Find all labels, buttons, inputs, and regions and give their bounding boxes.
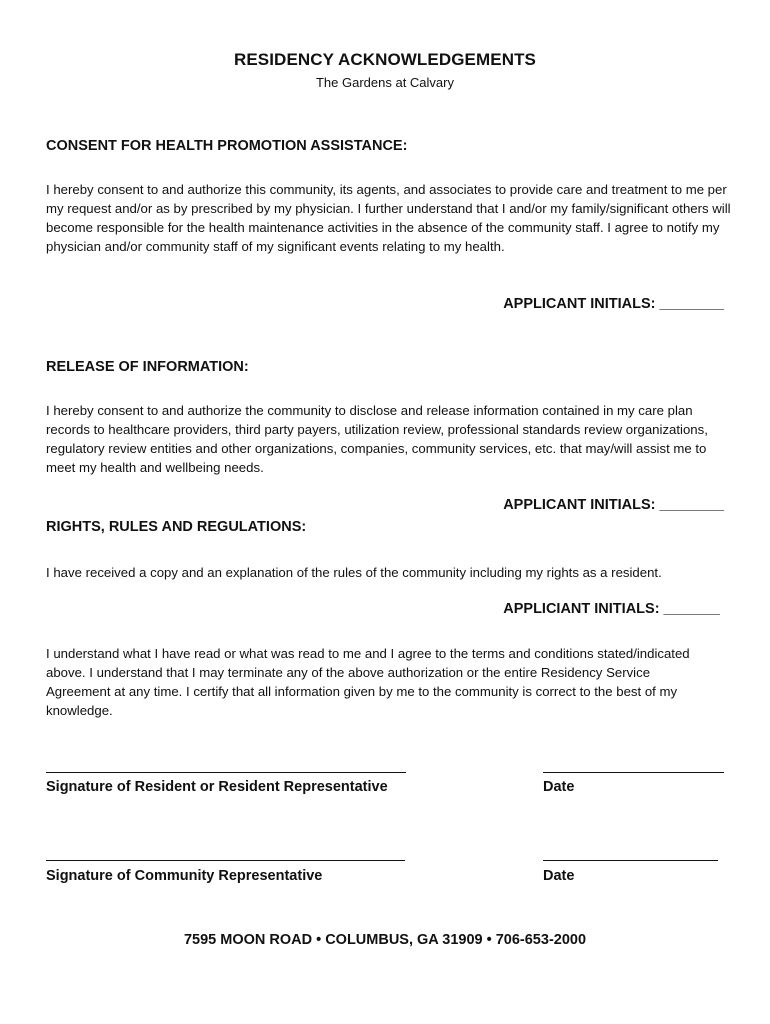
resident-signature-label: Signature of Resident or Resident Representative bbox=[46, 779, 388, 795]
consent-heading: CONSENT FOR HEALTH PROMOTION ASSISTANCE: bbox=[46, 138, 408, 154]
rights-heading: RIGHTS, RULES AND REGULATIONS: bbox=[46, 519, 307, 535]
consent-body: I hereby consent to and authorize this community, its agents, and associates to provide care and treatment to me per my request and/or as by prescribed by my physician. I further understand that I and/or my family/significant others will become responsible for the health maintenance activities in the absence of the community staff. I agree to notify my physician and/or community staff of my significant events relating to my health. bbox=[46, 182, 731, 254]
resident-date-line[interactable] bbox=[543, 772, 724, 773]
community-signature-label: Signature of Community Representative bbox=[46, 868, 323, 884]
resident-signature-line[interactable] bbox=[46, 772, 406, 773]
community-date-line[interactable] bbox=[543, 860, 718, 861]
rights-body: I have received a copy and an explanation of the rules of the community including my rights as a resident. bbox=[46, 565, 662, 580]
agreement-body: I understand what I have read or what was read to me and I agree to the terms and conditions stated/indicated above. I understand that I may terminate any of the above authorization or the entire Residency Service Agreement at any time. I certify that all information given by me to the community is correct to the best of my knowledge. bbox=[46, 646, 690, 718]
document-subtitle: The Gardens at Calvary bbox=[315, 75, 454, 90]
rights-initials-field[interactable]: APPLICIANT INITIALS: _______ bbox=[503, 601, 720, 617]
resident-date-label: Date bbox=[543, 779, 575, 795]
document-title: RESIDENCY ACKNOWLEDGEMENTS bbox=[233, 50, 536, 69]
community-signature-line[interactable] bbox=[46, 860, 405, 861]
consent-initials-field[interactable]: APPLICANT INITIALS: ________ bbox=[503, 296, 724, 312]
release-initials-field[interactable]: APPLICANT INITIALS: ________ bbox=[503, 497, 724, 513]
release-body: I hereby consent to and authorize the community to disclose and release information contained in my care plan records to healthcare providers, third party payers, utilization review, professional standards review organizations, regulatory review entities and other organizations, companies, community services, etc. that may/will assist me to meet my health and wellbeing needs. bbox=[46, 403, 708, 475]
footer-address: 7595 MOON ROAD • COLUMBUS, GA 31909 • 706-653-2000 bbox=[183, 932, 587, 948]
release-heading: RELEASE OF INFORMATION: bbox=[46, 359, 249, 375]
community-date-label: Date bbox=[543, 868, 575, 884]
